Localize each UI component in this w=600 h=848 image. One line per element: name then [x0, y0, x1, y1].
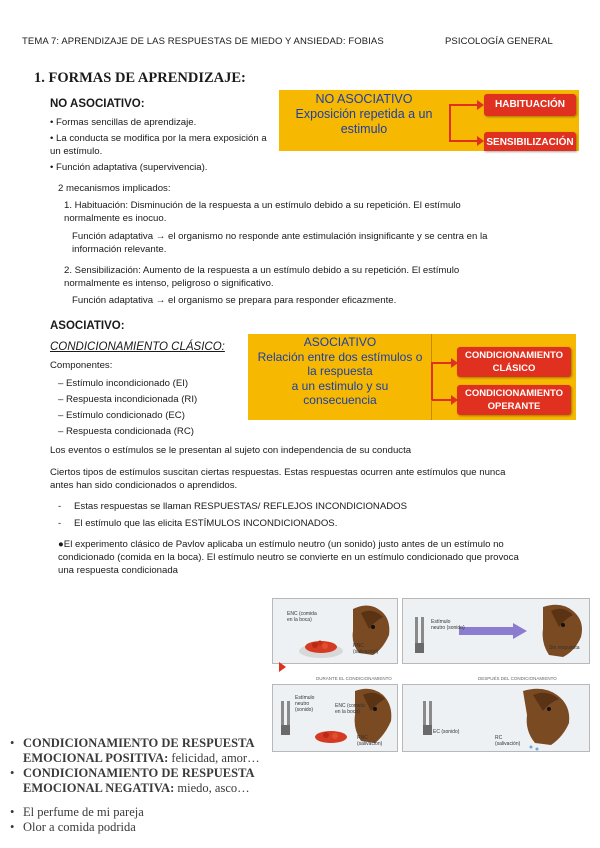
pavlov-figure — [272, 598, 588, 758]
box-line: NO ASOCIATIVO — [315, 92, 413, 106]
item-text: miedo, asco… — [174, 781, 250, 795]
header-left: TEMA 7: APRENDIZAJE DE LAS RESPUESTAS DE MIEDO Y ANSIEDAD: FOBIAS — [22, 36, 384, 47]
list-item: • CONDICIONAMIENTO DE RESPUESTA EMOCIONAL NEGATIVA: miedo, asco… — [10, 766, 255, 795]
arrow-right-icon — [432, 399, 452, 401]
item-title: EMOCIONAL POSITIVA: — [23, 751, 169, 765]
button-line: CLÁSICO — [492, 363, 536, 374]
box-line: ASOCIATIVO — [303, 335, 377, 349]
figure-label: Estímulo neutro (sonido) — [295, 695, 315, 713]
figure-label: RNC (salivación) — [357, 735, 383, 747]
list-item: – Respuesta condicionada (RC) — [58, 426, 194, 437]
sensibilizacion-button: SENSIBILIZACIÓN — [484, 132, 576, 151]
no-asociativo-box — [279, 90, 449, 151]
figure-label: Estímulo neutro (sonido) — [431, 619, 465, 631]
list-item: • Formas sencillas de aprendizaje. — [50, 117, 197, 128]
components-label: Componentes: — [50, 360, 113, 371]
button-line: OPERANTE — [487, 401, 541, 412]
list-item: • La conducta se modifica por la mera exposición a un estímulo. — [50, 133, 267, 157]
item-text: El perfume de mi pareja — [23, 805, 144, 819]
figure-label: ENC (comida en la boca) — [335, 703, 365, 715]
figure-caption: DURANTE EL CONDICIONAMIENTO — [316, 676, 392, 681]
figure-label: RNC (salivación) — [353, 643, 379, 655]
header-right: PSICOLOGÍA GENERAL — [445, 36, 553, 47]
arrow-right-icon — [450, 140, 478, 142]
list-item: • Olor a comida podrida — [10, 820, 136, 834]
list-item: • CONDICIONAMIENTO DE RESPUESTA EMOCIONAL POSITIVA: felicidad, amor… — [10, 736, 260, 765]
condicionamiento-operante-button — [457, 385, 571, 415]
components-list — [58, 376, 197, 440]
figure-label: EC (sonido) — [433, 729, 460, 735]
box-line: a un estimulo y su — [291, 378, 389, 393]
button-line: CONDICIONAMIENTO — [465, 350, 563, 361]
paragraph: Los eventos o estímulos se le presentan al sujeto con independencia de su conducta — [50, 445, 412, 456]
sensibilizacion-text: 2. Sensibilización: Aumento de la respuesta a un estímulo debido a su repetición. El estímulo normalmente es intenso, peligroso o significativo. — [64, 265, 460, 289]
habituacion-text: 1. Habituación: Disminución de la respuesta a un estímulo debido a su repetición. El estímulo normalmente es inocuo. — [64, 200, 461, 224]
figure-label: RC (salivación) — [495, 735, 521, 747]
asociativo-box — [248, 334, 432, 420]
bullet-list — [50, 116, 272, 174]
box-line: Exposición repetida a un — [295, 107, 433, 121]
bottom-list — [10, 736, 310, 835]
habituacion-button: HABITUACIÓN — [484, 94, 576, 116]
list-item: – Estímulo condicionado (EC) — [58, 410, 185, 421]
figure-label: ENC (comida en la boca) — [287, 611, 317, 623]
list-item: – Estímulo incondicionado (EI) — [58, 378, 189, 389]
no-asociativo-heading: NO ASOCIATIVO: — [50, 98, 145, 110]
arrow-right-icon — [432, 362, 452, 364]
condicionamiento-clasico-heading: CONDICIONAMIENTO CLÁSICO: — [50, 341, 225, 353]
connector — [431, 362, 433, 400]
item-text: felicidad, amor… — [168, 751, 260, 765]
dash-text: El estímulo que las elicita ESTÍMULOS INCONDICIONADOS. — [74, 518, 338, 529]
box-line: la respuesta — [307, 364, 373, 378]
figure-caption: DESPUÉS DEL CONDICIONAMIENTO — [478, 676, 557, 681]
arrow-right-icon — [450, 104, 478, 106]
sensibilizacion-function: Función adaptativa → el organismo se prepara para responder eficazmente. — [72, 295, 397, 306]
pavlov-paragraph: ●El experimento clásico de Pavlov aplicaba un estímulo neutro (un sonido) justo antes de un estímulo no condicionado (comida en la boca). El estímulo neutro se convierte en un estímulo condicionado que provoca una respuesta condicionada — [58, 539, 519, 576]
bell-dog-illustration — [403, 599, 589, 663]
panel-before-food — [272, 598, 398, 664]
list-item: • Función adaptativa (supervivencia). — [50, 162, 208, 173]
figure-label: Sin respuesta — [549, 645, 580, 651]
connector — [449, 104, 451, 142]
dash-text: Estas respuestas se llaman RESPUESTAS/ REFLEJOS INCONDICIONADOS — [74, 501, 408, 512]
dash-item: - Estas respuestas se llaman RESPUESTAS/ REFLEJOS INCONDICIONADOS — [58, 501, 408, 512]
asociativo-heading: ASOCIATIVO: — [50, 320, 125, 332]
habituacion-function: Función adaptativa → el organismo no responde ante estimulación insignificante y se centra en la información relevante. — [72, 231, 488, 255]
paragraph: Ciertos tipos de estímulos suscitan ciertas respuestas. Estas respuestas ocurren ante estímulos que nunca antes han sido condicionados o aprendidos. — [50, 467, 506, 491]
panel-after-conditioning — [402, 684, 590, 752]
mechanisms-intro: 2 mecanismos implicados: — [58, 183, 171, 194]
item-text: Olor a comida podrida — [23, 820, 136, 834]
box-line: Relación entre dos estímulos o — [257, 349, 423, 364]
panel-before-sound — [402, 598, 590, 664]
box-line: estimulo — [340, 122, 388, 136]
button-line: CONDICIONAMIENTO — [465, 388, 563, 399]
condicionamiento-clasico-button — [457, 347, 571, 377]
item-title: CONDICIONAMIENTO DE RESPUESTA — [23, 736, 255, 750]
section-title: 1. FORMAS DE APRENDIZAJE: — [34, 70, 246, 86]
list-item: • El perfume de mi pareja — [10, 805, 144, 819]
box-line: consecuencia — [303, 393, 377, 407]
item-title: CONDICIONAMIENTO DE RESPUESTA — [23, 766, 255, 780]
item-title: EMOCIONAL NEGATIVA: — [23, 781, 175, 795]
dash-item: - El estímulo que las elicita ESTÍMULOS INCONDICIONADOS. — [58, 518, 338, 529]
list-item: – Respuesta incondicionada (RI) — [58, 394, 198, 405]
